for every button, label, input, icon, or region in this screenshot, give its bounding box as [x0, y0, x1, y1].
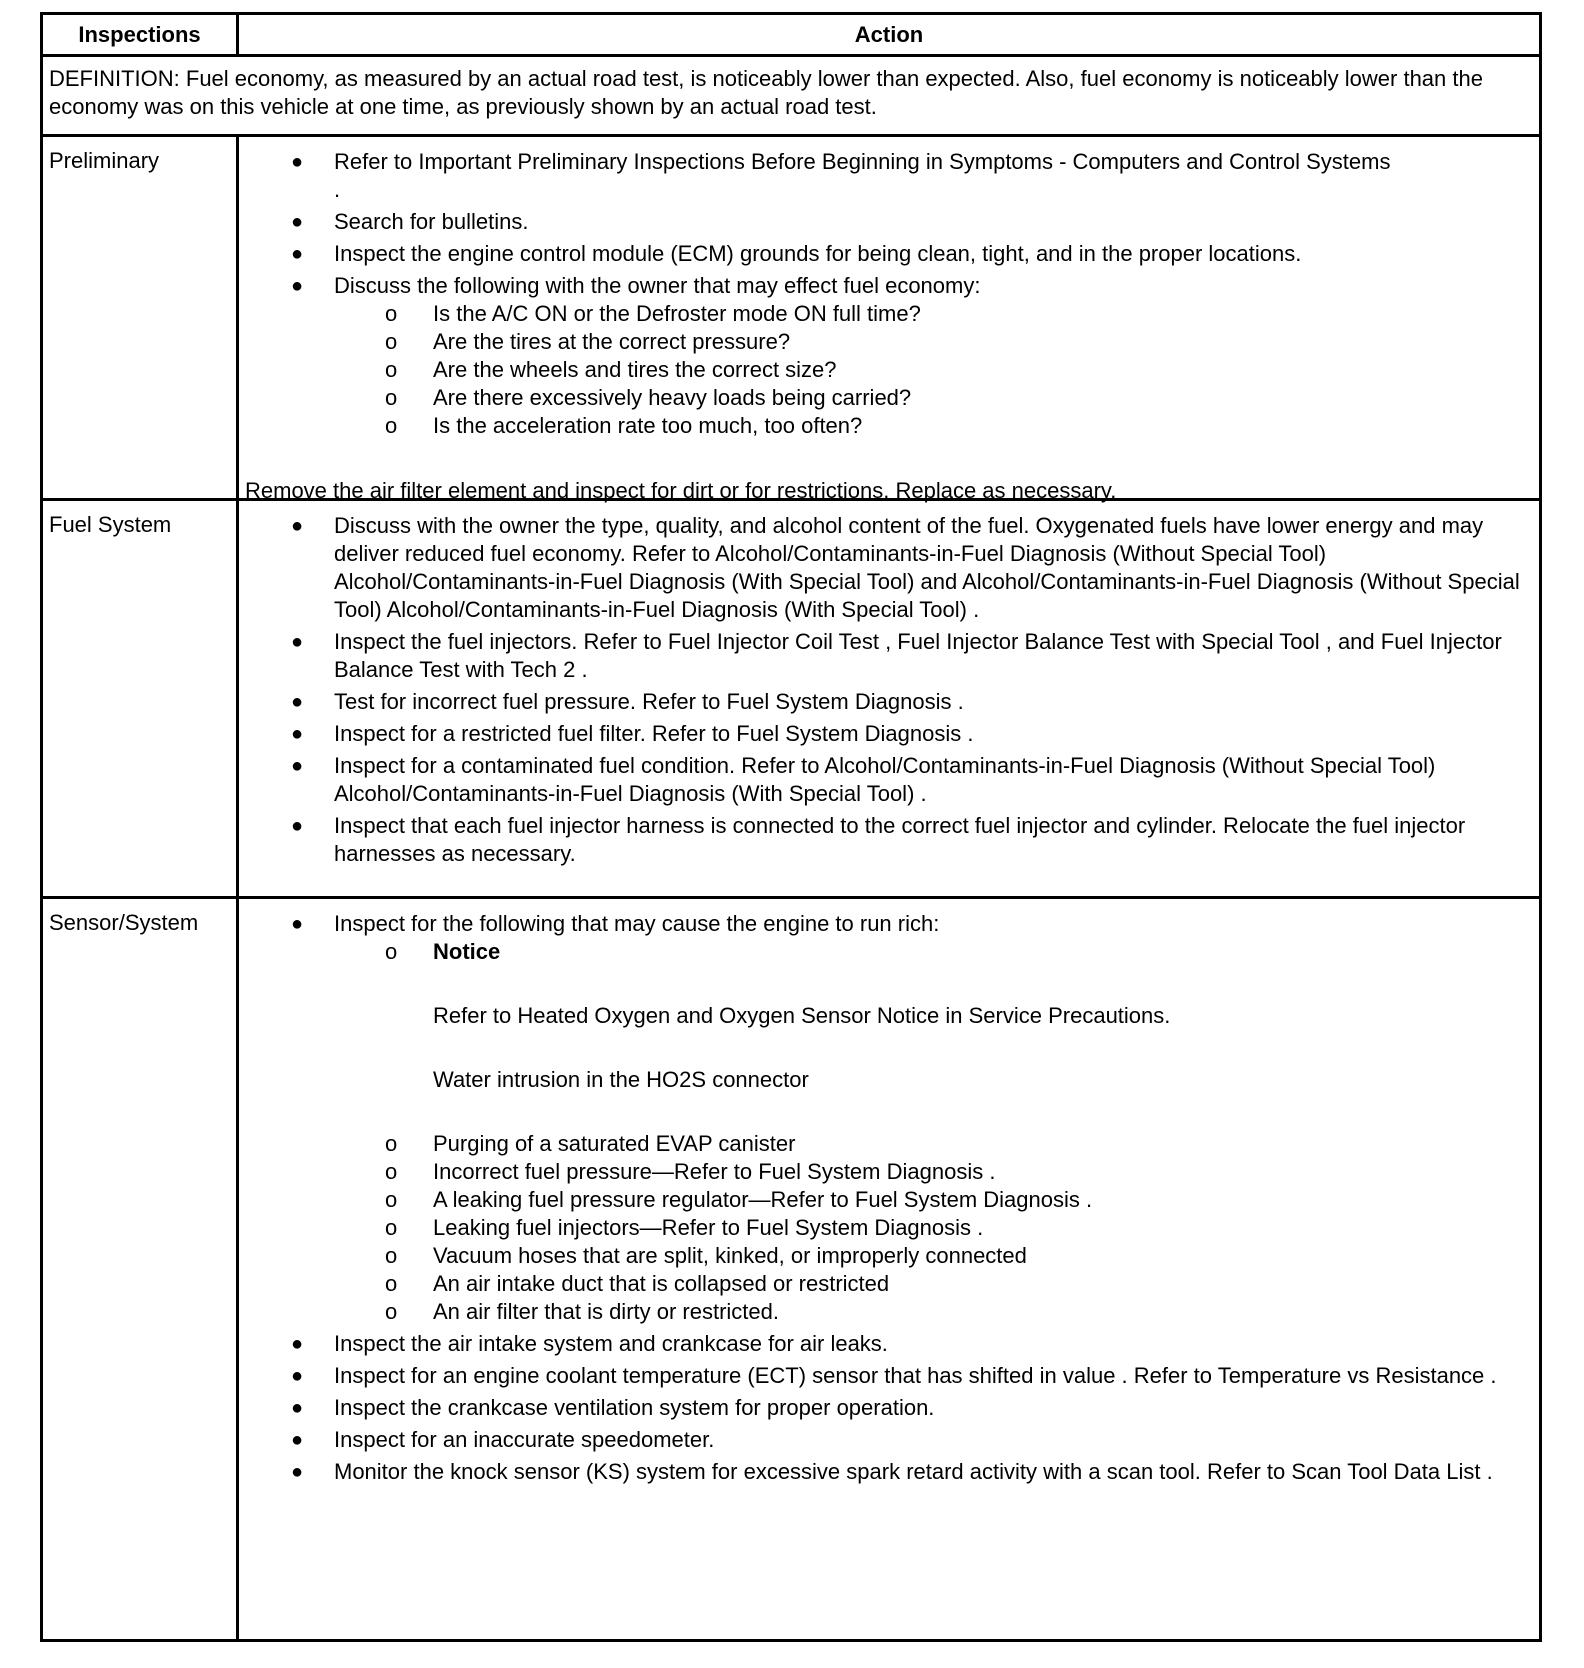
bullet-icon: ● — [291, 913, 304, 935]
sub-list-item: o Purging of a saturated EVAP canister — [385, 1131, 796, 1156]
row-action-fuel-system — [239, 501, 1539, 896]
row-label-preliminary: Preliminary — [43, 137, 239, 498]
list-item: ● Refer to Important Preliminary Inspections Before Beginning in Symptoms - Computers and Control Systems — [291, 149, 1391, 174]
table-header — [43, 15, 1539, 57]
bullet-icon: ● — [291, 1461, 304, 1483]
list-item: ● Discuss with the owner the type, quality, and alcohol content of the fuel. Oxygenated fuels have lower energy and may deliver reduced fuel economy. Refer to Alcohol/Contaminants-in-Fuel Diagnosis (Without Special Tool) Alcohol/Contaminants-in-Fuel Diagnosis (With Special Tool) and Alcohol/Contaminants-in-Fuel Diagnosis (Without Special Tool) Alcohol/Contaminants-in-Fuel Diagnosis (With Special Tool) . — [291, 513, 1520, 622]
circle-bullet-icon: o — [385, 1159, 398, 1184]
sub-list-item: o Are the wheels and tires the correct size? — [385, 357, 837, 382]
circle-bullet-icon: o — [385, 1299, 398, 1324]
circle-bullet-icon: o — [385, 1243, 398, 1268]
row-label-sensor-system: Sensor/System — [43, 899, 239, 1639]
table-row-preliminary — [43, 137, 1539, 501]
notice-item: Water intrusion in the HO2S connector — [433, 1067, 809, 1092]
notice-title: Notice — [433, 939, 501, 964]
list-item: ● Monitor the knock sensor (KS) system for excessive spark retard activity with a scan tool. Refer to Scan Tool Data List . — [291, 1459, 1493, 1484]
preliminary-note: Remove the air filter element and inspect for dirt or for restrictions. Replace as necessary. — [245, 478, 1117, 503]
bullet-icon: ● — [291, 243, 304, 265]
sub-list-item: o A leaking fuel pressure regulator—Refer to Fuel System Diagnosis . — [385, 1187, 1093, 1212]
list-item: ● Inspect for an engine coolant temperature (ECT) sensor that has shifted in value . Refer to Temperature vs Resistance . — [291, 1363, 1497, 1388]
list-item: ● Inspect for a restricted fuel filter. Refer to Fuel System Diagnosis . — [291, 721, 974, 746]
list-item: ● Inspect for an inaccurate speedometer. — [291, 1427, 715, 1452]
circle-bullet-icon: o — [385, 1215, 398, 1240]
list-item-continuation: . — [334, 177, 341, 202]
bullet-icon: ● — [291, 723, 304, 745]
bullet-icon: ● — [291, 755, 304, 777]
bullet-icon: ● — [291, 275, 304, 297]
bullet-icon: ● — [291, 211, 304, 233]
notice-text: Refer to Heated Oxygen and Oxygen Sensor Notice in Service Precautions. — [433, 1003, 1171, 1028]
sub-list-item: o Are the tires at the correct pressure? — [385, 329, 791, 354]
sub-list-item: o An air filter that is dirty or restricted. — [385, 1299, 779, 1324]
circle-bullet-icon: o — [385, 329, 398, 354]
header-action: Action — [854, 22, 924, 47]
bullet-icon: ● — [291, 1333, 304, 1355]
sub-list-item-notice — [239, 938, 1539, 966]
circle-bullet-icon: o — [385, 1187, 398, 1212]
sub-list-item: o Incorrect fuel pressure—Refer to Fuel System Diagnosis . — [385, 1159, 996, 1184]
bullet-icon: ● — [291, 1397, 304, 1419]
bullet-icon: ● — [291, 815, 304, 837]
sub-list-item: o Is the acceleration rate too much, too often? — [385, 413, 863, 438]
list-item: ● Inspect for the following that may cause the engine to run rich: — [291, 911, 940, 936]
list-item: ● Inspect the air intake system and crankcase for air leaks. — [291, 1331, 888, 1356]
list-item: ● Inspect the engine control module (ECM) grounds for being clean, tight, and in the proper locations. — [291, 241, 1302, 266]
sub-list-item: o Is the A/C ON or the Defroster mode ON full time? — [385, 301, 921, 326]
list-item: ● Inspect that each fuel injector harness is connected to the correct fuel injector and cylinder. Relocate the fuel injector harnesses as necessary. — [291, 813, 1466, 866]
list-item: ● Discuss the following with the owner that may effect fuel economy: — [291, 273, 981, 298]
circle-bullet-icon: o — [385, 385, 398, 410]
bullet-icon: ● — [291, 1429, 304, 1451]
bullet-icon: ● — [291, 515, 304, 537]
sub-list-item: o Leaking fuel injectors—Refer to Fuel System Diagnosis . — [385, 1215, 984, 1240]
header-inspections: Inspections — [43, 15, 239, 54]
table-row-sensor-system — [43, 899, 1539, 1639]
circle-bullet-icon: o — [385, 1131, 398, 1156]
list-item: ● Inspect the fuel injectors. Refer to Fuel Injector Coil Test , Fuel Injector Balance Test with Special Tool , and Fuel Injector Balance Test with Tech 2 . — [291, 629, 1502, 682]
table-row-fuel-system — [43, 501, 1539, 899]
row-action-sensor-system — [239, 899, 1539, 1639]
list-item: ● Search for bulletins. — [291, 209, 529, 234]
circle-bullet-icon: o — [385, 357, 398, 382]
list-item: ● Inspect the crankcase ventilation system for proper operation. — [291, 1395, 935, 1420]
list-item: ● Test for incorrect fuel pressure. Refer to Fuel System Diagnosis . — [291, 689, 964, 714]
circle-bullet-icon: o — [385, 1271, 398, 1296]
bullet-icon: ● — [291, 691, 304, 713]
circle-bullet-icon: o — [385, 939, 398, 964]
circle-bullet-icon: o — [385, 301, 398, 326]
inspection-table — [40, 12, 1542, 1642]
row-action-preliminary — [239, 137, 1539, 503]
sub-list-item: o Vacuum hoses that are split, kinked, or improperly connected — [385, 1243, 1027, 1268]
sub-list-item: o Are there excessively heavy loads being carried? — [385, 385, 912, 410]
sub-list-item: o An air intake duct that is collapsed or restricted — [385, 1271, 890, 1296]
bullet-icon: ● — [291, 1365, 304, 1387]
bullet-icon: ● — [291, 151, 304, 173]
definition-row: DEFINITION: Fuel economy, as measured by an actual road test, is noticeably lower than expected. Also, fuel economy is noticeably lower than the economy was on this vehicle at one time, as previously shown by an actual road test. — [43, 57, 1539, 137]
circle-bullet-icon: o — [385, 413, 398, 438]
bullet-icon: ● — [291, 631, 304, 653]
row-label-fuel-system: Fuel System — [43, 501, 239, 896]
list-item: ● Inspect for a contaminated fuel condition. Refer to Alcohol/Contaminants-in-Fuel Diagnosis (Without Special Tool) Alcohol/Contaminants-in-Fuel Diagnosis (With Special Tool) . — [291, 753, 1436, 806]
